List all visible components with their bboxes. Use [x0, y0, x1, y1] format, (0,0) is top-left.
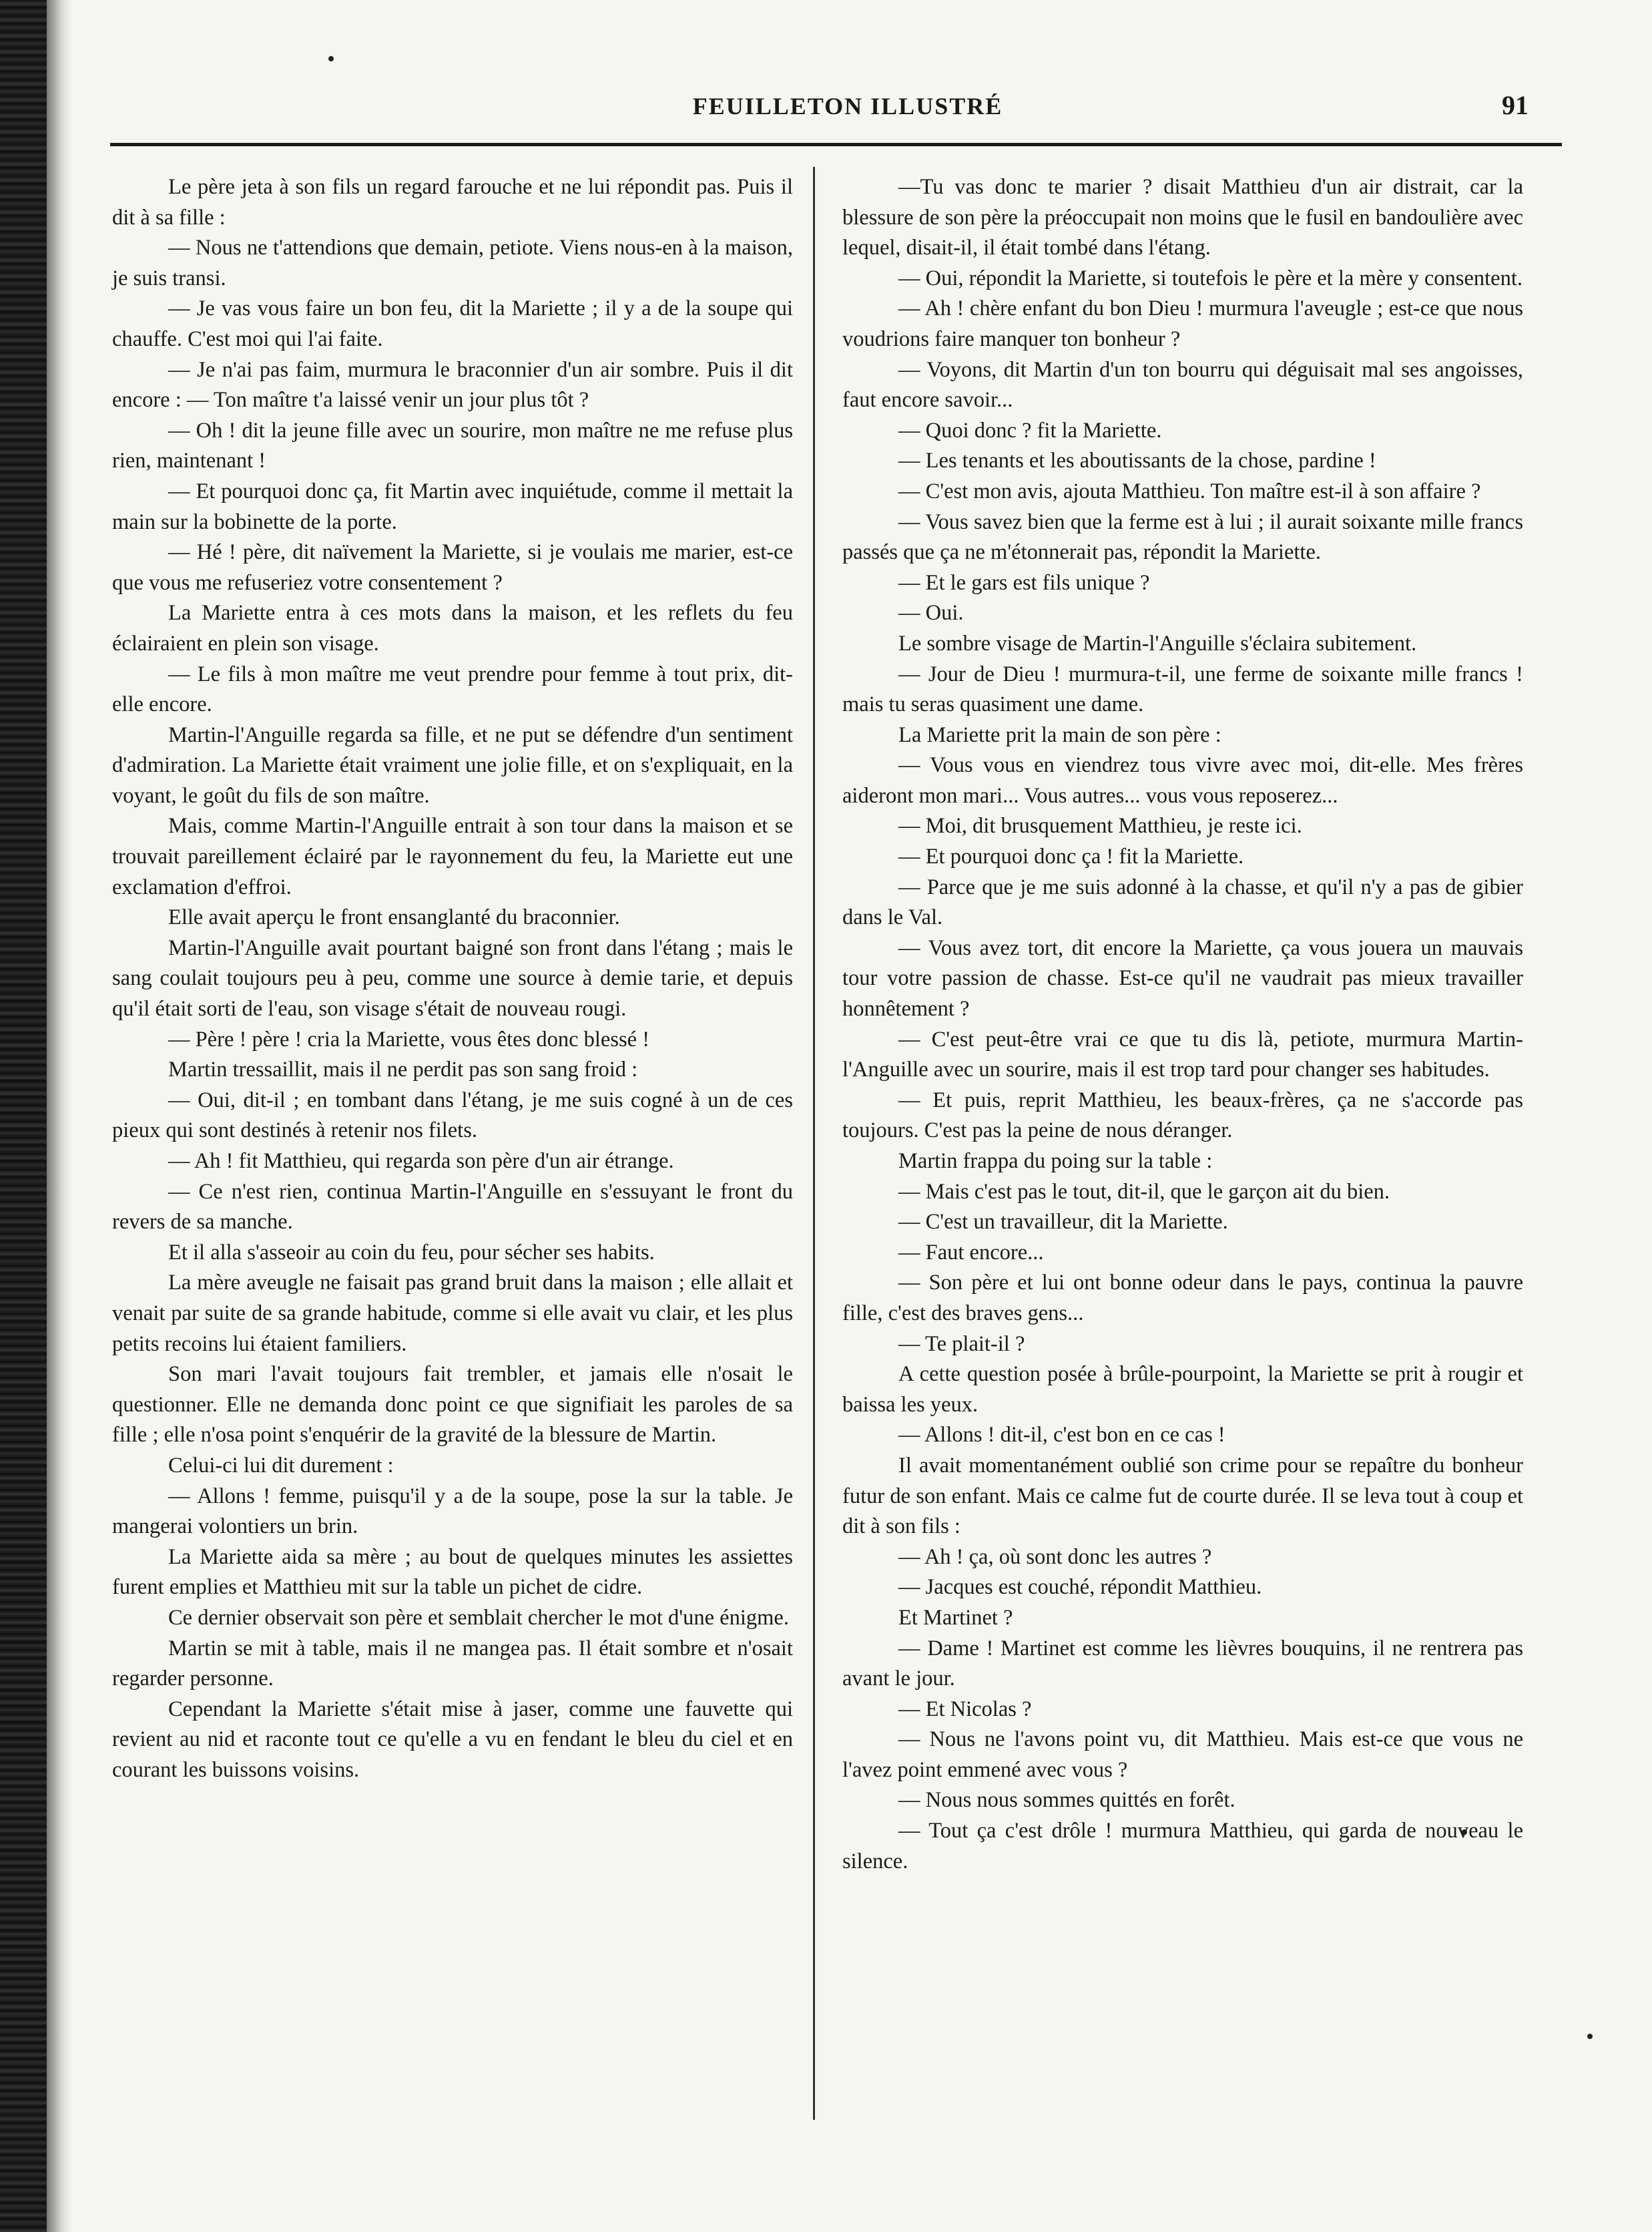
paragraph: — C'est peut-être vrai ce que tu dis là, petiote, murmura Martin-l'Anguille avec un sourire, mais il est trop tard pour changer ses habitudes. — [842, 1027, 1523, 1082]
paragraph: — Ah ! chère enfant du bon Dieu ! murmura l'aveugle ; est-ce que nous voudrions faire manquer ton bonheur ? — [842, 296, 1523, 351]
paragraph: Martin-l'Anguille regarda sa fille, et ne put se défendre d'un sentiment d'admiration. La Mariette était vraiment une jolie fille, et on s'expliquait, en la voyant, le goût du fils de son maître. — [112, 722, 793, 808]
paragraph: — Je n'ai pas faim, murmura le braconnier d'un air sombre. Puis il dit encore : — Ton maître t'a laissé venir un jour plus tôt ? — [112, 357, 793, 413]
paragraph: — Et Nicolas ? — [898, 1697, 1032, 1721]
paragraph: — Son père et lui ont bonne odeur dans le pays, continua la pauvre fille, c'est des braves gens... — [842, 1271, 1523, 1325]
paragraph: — Père ! père ! cria la Mariette, vous êtes donc blessé ! — [168, 1027, 650, 1052]
paragraph: — Voyons, dit Martin d'un ton bourru qui déguisait mal ses angoisses, faut encore savoir... — [842, 357, 1523, 413]
paragraph: —Tu vas donc te marier ? disait Matthieu d'un air distrait, car la blessure de son père la préoccupait non moins que le fusil en bandoulière avec lequel, disait-il, il était tombé dans l'étang. — [842, 175, 1523, 260]
paragraph: — Allons ! dit-il, c'est bon en ce cas ! — [898, 1423, 1225, 1447]
paragraph: — Tout ça c'est drôle ! murmura Matthieu, qui garda de nouveau le silence. — [842, 1819, 1523, 1873]
book-binding-edge — [0, 0, 47, 2232]
paragraph: — Parce que je me suis adonné à la chasse, et qu'il n'y a pas de gibier dans le Val. — [842, 875, 1523, 930]
paragraph: — Et puis, reprit Matthieu, les beaux-frères, ça ne s'accorde pas toujours. C'est pas la peine de nous déranger. — [842, 1088, 1523, 1143]
paragraph: Celui-ci lui dit durement : — [168, 1453, 394, 1478]
paragraph: — Oui. — [898, 601, 964, 626]
paragraph: Martin tressaillit, mais il ne perdit pas son sang froid : — [168, 1058, 638, 1082]
paragraph: La Mariette entra à ces mots dans la maison, et les reflets du feu éclairaient en plein son visage. — [112, 601, 793, 656]
paragraph: — Allons ! femme, puisqu'il y a de la soupe, pose la sur la table. Je mangerai volontiers un brin. — [112, 1484, 793, 1539]
paragraph: Le sombre visage de Martin-l'Anguille s'éclaira subitement. — [898, 631, 1417, 656]
paragraph: Martin se mit à table, mais il ne mangea pas. Il était sombre et n'osait regarder personne. — [112, 1636, 793, 1691]
right-column — [842, 172, 1523, 1877]
paragraph: — Mais c'est pas le tout, dit-il, que le garçon ait du bien. — [898, 1179, 1390, 1204]
paragraph: Mais, comme Martin-l'Anguille entrait à son tour dans la maison et se trouvait pareillement éclairé par le rayonnement du feu, la Mariette eut une exclamation d'effroi. — [112, 814, 793, 899]
paragraph: — Jacques est couché, répondit Matthieu. — [898, 1575, 1262, 1600]
paragraph: — Te plait-il ? — [898, 1331, 1025, 1356]
paragraph: — Oh ! dit la jeune fille avec un sourire, mon maître ne me refuse plus rien, maintenant ! — [112, 418, 793, 473]
paragraph: — Et pourquoi donc ça ! fit la Mariette. — [898, 845, 1244, 869]
paragraph: — Nous ne t'attendions que demain, petiote. Viens nous-en à la maison, je suis transi. — [112, 236, 793, 290]
paragraph: — Quoi donc ? fit la Mariette. — [898, 418, 1162, 443]
paragraph: — Ah ! ça, où sont donc les autres ? — [898, 1544, 1212, 1569]
paragraph: Cependant la Mariette s'était mise à jaser, comme une fauvette qui revient au nid et raconte tout ce qu'elle a vu en fendant le bleu du ciel et en courant les buissons voisins. — [112, 1697, 793, 1782]
paragraph: Et il alla s'asseoir au coin du feu, pour sécher ses habits. — [168, 1240, 655, 1265]
paragraph: — C'est mon avis, ajouta Matthieu. Ton maître est-il à son affaire ? — [898, 479, 1481, 503]
header-rule — [110, 143, 1562, 146]
paragraph: — Les tenants et les aboutissants de la chose, pardine ! — [898, 449, 1376, 473]
paragraph: — Moi, dit brusquement Matthieu, je reste ici. — [898, 814, 1302, 839]
paragraph: — C'est un travailleur, dit la Mariette. — [898, 1210, 1228, 1235]
column-divider — [813, 167, 815, 2120]
paragraph: — Vous avez tort, dit encore la Mariette, ça vous jouera un mauvais tour votre passion de chasse. Est-ce qu'il ne vaudrait pas mieux travailler honnêtement ? — [842, 935, 1523, 1022]
paragraph: — Nous ne l'avons point vu, dit Matthieu. Mais est-ce que vous ne l'avez point emmené avec vous ? — [842, 1727, 1523, 1782]
paragraph: Et Martinet ? — [898, 1605, 1013, 1630]
running-title: FEUILLETON ILLUSTRÉ — [692, 93, 1003, 120]
paragraph: — Vous vous en viendrez tous vivre avec moi, dit-elle. Mes frères aideront mon mari... Vous autres... vous vous reposerez... — [842, 753, 1523, 808]
paragraph: Martin frappa du poing sur la table : — [898, 1149, 1213, 1173]
left-column — [112, 172, 793, 1785]
paragraph: — Je vas vous faire un bon feu, dit la Mariette ; il y a de la soupe qui chauffe. C'est moi qui l'ai faite. — [112, 296, 793, 351]
paragraph: La Mariette prit la main de son père : — [898, 722, 1221, 747]
paragraph: — Le fils à mon maître me veut prendre pour femme à tout prix, dit-elle encore. — [112, 662, 793, 717]
paragraph: Elle avait aperçu le front ensanglanté du braconnier. — [168, 905, 620, 930]
paragraph: — Ce n'est rien, continua Martin-l'Anguille en s'essuyant le front du revers de sa manche. — [112, 1179, 793, 1235]
paragraph: — Dame ! Martinet est comme les lièvres bouquins, il ne rentrera pas avant le jour. — [842, 1636, 1523, 1691]
paragraph: A cette question posée à brûle-pourpoint, la Mariette se prit à rougir et baissa les yeux. — [842, 1362, 1523, 1417]
ink-speck — [1587, 2034, 1593, 2039]
paragraph: Martin-l'Anguille avait pourtant baigné son front dans l'étang ; mais le sang coulait toujours peu à peu, comme une source à demie tarie, et depuis qu'il était sorti de l'eau, son visage s'était de nouveau rougi. — [112, 935, 793, 1022]
paragraph: — Ah ! fit Matthieu, qui regarda son père d'un air étrange. — [168, 1149, 674, 1173]
paragraph: — Oui, répondit la Mariette, si toutefois le père et la mère y consentent. — [898, 266, 1523, 290]
ink-speck — [328, 56, 334, 61]
paragraph: — Jour de Dieu ! murmura-t-il, une ferme de soixante mille francs ! mais tu seras quasiment une dame. — [842, 662, 1523, 717]
paragraph: Ce dernier observait son père et semblait chercher le mot d'une énigme. — [168, 1605, 789, 1630]
paragraph: — Nous nous sommes quittés en forêt. — [898, 1788, 1235, 1813]
paragraph: — Oui, dit-il ; en tombant dans l'étang, je me suis cogné à un de ces pieux qui sont destinés à retenir nos filets. — [112, 1088, 793, 1143]
paragraph: — Vous savez bien que la ferme est à lui ; il aurait soixante mille francs passés que ça ne m'étonnerait pas, répondit la Mariette. — [842, 509, 1523, 565]
paragraph: Il avait momentanément oublié son crime pour se repaître du bonheur futur de son enfant. Mais ce calme fut de courte durée. Il se leva tout à coup et dit à son fils : — [842, 1453, 1523, 1539]
paragraph: Son mari l'avait toujours fait trembler, et jamais elle n'osait le questionner. Elle ne demanda donc point ce que signifiait les paroles de sa fille ; elle n'osa point s'enquérir de la gravité de la blessure de Martin. — [112, 1362, 793, 1447]
paragraph: Le père jeta à son fils un regard farouche et ne lui répondit pas. Puis il dit à sa fille : — [112, 175, 793, 230]
paragraph: — Et le gars est fils unique ? — [898, 570, 1150, 595]
paragraph: La Mariette aida sa mère ; au bout de quelques minutes les assiettes furent emplies et Matthieu mit sur la table un pichet de cidre. — [112, 1544, 793, 1600]
paragraph: — Hé ! père, dit naïvement la Mariette, si je voulais me marier, est-ce que vous me refuseriez votre consentement ? — [112, 540, 793, 595]
paragraph: — Et pourquoi donc ça, fit Martin avec inquiétude, comme il mettait la main sur la bobinette de la porte. — [112, 479, 793, 534]
paragraph: — Faut encore... — [898, 1240, 1044, 1265]
binding-shadow — [47, 0, 72, 2232]
page-number: 91 — [1502, 90, 1529, 120]
paragraph: La mère aveugle ne faisait pas grand bruit dans la maison ; elle allait et venait par suite de sa grande habitude, comme si elle avait vu clair, et les plus petits recoins lui étaient familiers. — [112, 1271, 793, 1356]
